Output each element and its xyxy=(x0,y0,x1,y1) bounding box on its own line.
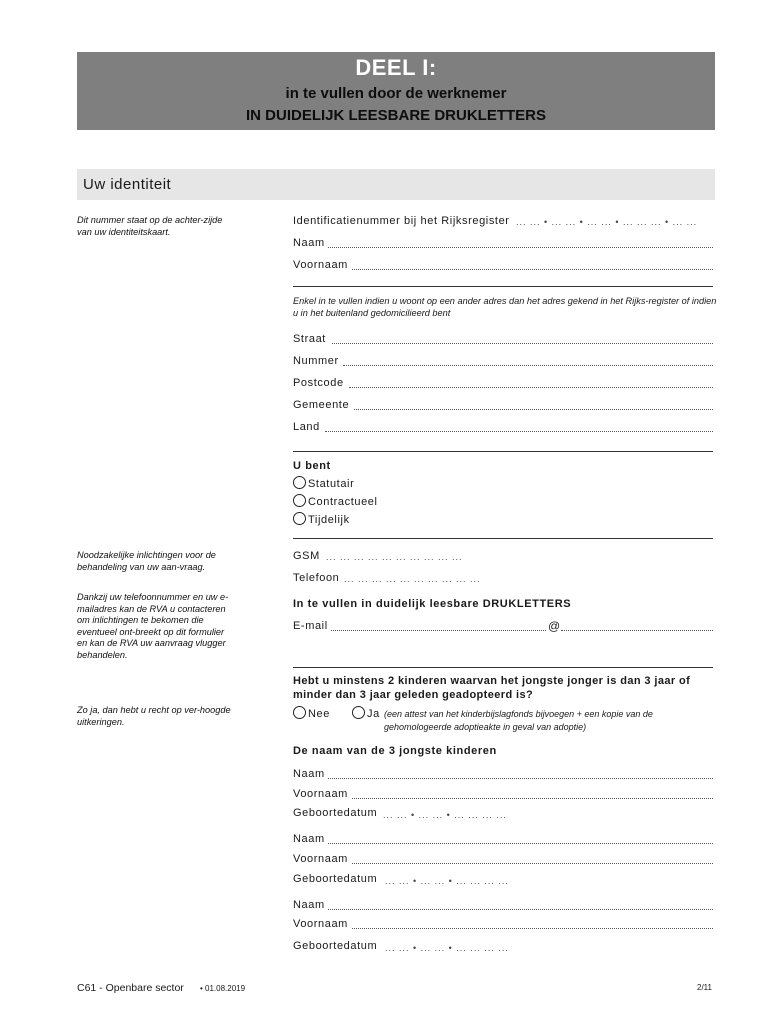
section-header xyxy=(77,169,715,200)
child1-voornaam-label: Voornaam xyxy=(293,788,348,800)
radio-icon[interactable] xyxy=(293,706,306,719)
child-note: Zo ja, dan hebt u recht op ver-hoogde uitkeringen. xyxy=(77,705,231,727)
child1-naam-label: Naam xyxy=(293,768,325,780)
footer-page-number: 2/11 xyxy=(697,983,712,992)
child3-naam-field[interactable] xyxy=(328,909,713,910)
child2-voornaam-label: Voornaam xyxy=(293,853,348,865)
child2-naam-label: Naam xyxy=(293,833,325,845)
email-user-field[interactable] xyxy=(331,630,546,631)
gemeente-label: Gemeente xyxy=(293,399,350,411)
voornaam-field[interactable] xyxy=(352,269,713,270)
part-title: DEEL I: xyxy=(355,55,437,80)
child2-voornaam-field[interactable] xyxy=(352,863,713,864)
child3-naam-label: Naam xyxy=(293,899,325,911)
at-sign: @ xyxy=(548,619,561,633)
part-instruction: IN DUIDELIJK LEESBARE DRUKLETTERS xyxy=(245,107,547,124)
section-title: Uw identiteit xyxy=(83,176,172,193)
child3-voornaam-label: Voornaam xyxy=(293,918,348,930)
land-field[interactable] xyxy=(325,431,713,432)
child1-geboortedatum-field[interactable]: ... ... • ... ... • ... ... ... ... xyxy=(383,810,507,820)
divider xyxy=(293,286,713,287)
status-option-statutair[interactable]: Statutair xyxy=(293,476,354,490)
naam-label: Naam xyxy=(293,237,325,249)
children-question: Hebt u minstens 2 kinderen waarvan het jongste jonger is dan 3 jaar of minder dan 3 jaar geleden geadopteerd is? xyxy=(293,675,691,701)
straat-label: Straat xyxy=(293,333,326,345)
radio-icon[interactable] xyxy=(293,494,306,507)
child1-geboortedatum-label: Geboortedatum xyxy=(293,807,378,819)
footer-date: • 01.08.2019 xyxy=(200,984,246,993)
radio-icon[interactable] xyxy=(352,706,365,719)
rijksregister-field[interactable]: ... ... • ... ... • ... ... • ... ... ... • ... ... xyxy=(516,217,698,227)
child3-geboortedatum-label: Geboortedatum xyxy=(293,940,378,952)
drukletters-instruction: In te vullen in duidelijk leesbare DRUKLETTERS xyxy=(293,598,572,610)
child3-geboortedatum-field[interactable]: ... ... • ... ... • ... ... ... ... xyxy=(385,943,509,953)
nummer-label: Nummer xyxy=(293,355,339,367)
contact-note-2: Dankzij uw telefoonnummer en uw e-mailadres kan de RVA u contacteren om inlichtingen te bekomen die eventueel ont-breekt op dit formulier en kan de RVA uw aanvraag vlugger behandelen. xyxy=(77,592,229,660)
child2-naam-field[interactable] xyxy=(328,843,713,844)
telefoon-field[interactable]: ... ... ... ... ... ... ... ... ... ... xyxy=(344,574,481,584)
address-intro: Enkel in te vullen indien u woont op een ander adres dan het adres gekend in het Rijks-register of indien u in het buitenland gedomicilieerd bent xyxy=(293,296,717,318)
voornaam-label: Voornaam xyxy=(293,259,348,271)
child3-voornaam-field[interactable] xyxy=(352,928,713,929)
id-note: Dit nummer staat op de achter-zijde van uw identiteitskaart. xyxy=(77,215,223,237)
status-title: U bent xyxy=(293,460,331,472)
children-list-title: De naam van de 3 jongste kinderen xyxy=(293,745,497,757)
gsm-label: GSM xyxy=(293,550,320,562)
child2-geboortedatum-field[interactable]: ... ... • ... ... • ... ... ... ... xyxy=(385,876,509,886)
footer-form-code: C61 - Openbare sector xyxy=(77,982,184,994)
children-option-ja[interactable]: Ja xyxy=(352,706,380,720)
ja-note: (een attest van het kinderbijslagfonds bijvoegen + een kopie van de gehomologeerde adoptieakte in geval van adoptie) xyxy=(384,709,653,732)
land-label: Land xyxy=(293,421,320,433)
part-subtitle: in te vullen door de werknemer xyxy=(285,85,507,102)
radio-icon[interactable] xyxy=(293,476,306,489)
postcode-field[interactable] xyxy=(349,387,713,388)
child2-geboortedatum-label: Geboortedatum xyxy=(293,873,378,885)
email-domain-field[interactable] xyxy=(561,630,713,631)
gsm-field[interactable]: ... ... ... ... ... ... ... ... ... ... xyxy=(326,552,463,562)
child1-voornaam-field[interactable] xyxy=(352,798,713,799)
nummer-field[interactable] xyxy=(343,365,713,366)
divider xyxy=(293,538,713,539)
divider xyxy=(293,451,713,452)
naam-field[interactable] xyxy=(328,247,713,248)
telefoon-label: Telefoon xyxy=(293,572,340,584)
status-option-tijdelijk[interactable]: Tijdelijk xyxy=(293,512,350,526)
postcode-label: Postcode xyxy=(293,377,344,389)
child1-naam-field[interactable] xyxy=(328,778,713,779)
part-header xyxy=(77,52,715,130)
divider xyxy=(293,667,713,668)
rijksregister-label: Identificatienummer bij het Rijksregister xyxy=(293,215,510,227)
children-option-nee[interactable]: Nee xyxy=(293,706,330,720)
straat-field[interactable] xyxy=(332,343,713,344)
gemeente-field[interactable] xyxy=(354,409,713,410)
contact-note-1: Noodzakelijke inlichtingen voor de behandeling van uw aan-vraag. xyxy=(77,550,216,572)
email-label: E-mail xyxy=(293,620,328,632)
status-option-contractueel[interactable]: Contractueel xyxy=(293,494,378,508)
radio-icon[interactable] xyxy=(293,512,306,525)
